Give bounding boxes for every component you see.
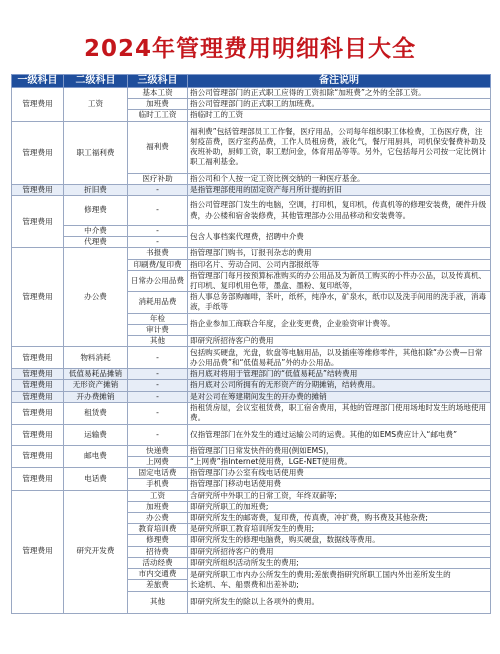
level3-cell: 日常办公用品费 [128,270,188,291]
table-row [12,380,491,391]
level3-cell: 教育培训费 [128,524,188,535]
note-cell: 包含人事档案代理费，招聘中介费 [188,226,491,248]
level3-cell: 手机费 [128,479,188,490]
note-cell: 是指管理部使用的固定资产每月所计提的折旧 [188,184,491,195]
level2-cell: 低值易耗品摊销 [64,369,128,380]
level1-cell: 管理费用 [12,424,64,445]
level3-cell: 差旅费 [128,580,188,591]
level3-cell: 固定电话费 [128,468,188,479]
header-note: 备注说明 [188,75,491,88]
table-row [12,248,491,259]
table-row [12,347,491,369]
level2-cell: 工资 [64,88,128,122]
level3-cell: 书报费 [128,248,188,259]
level3-cell: 印刷费/复印费 [128,259,188,270]
level2-cell: 运输费 [64,424,128,445]
level1-cell: 管理费用 [12,445,64,467]
note-cell: 指管理部门购书，订报刊杂志的费用 [188,248,491,259]
note-cell: 指管理部门办公室有线电话使用费 [188,468,491,479]
level3-cell: 加班费 [128,501,188,512]
table-row [12,445,491,456]
note-cell: 指公司和个人按一定工资比例交纳的一种医疗基金。 [188,173,491,184]
level3-cell: 活动经费 [128,557,188,568]
note-cell: 指公司管理部门的正式职工应得的工资扣除“加班费”之外的全部工资。 [188,88,491,99]
level3-cell: 其他 [128,591,188,613]
level2-cell: 修理费 [64,196,128,226]
page-title: 2024年管理费用明细科目大全 [83,36,416,62]
level1-cell: 管理费用 [12,380,64,391]
table-row [12,121,491,173]
note-cell: 仅指管理部门在外发生的通过运输公司的运费。其他的如EMS费应计入“邮电费” [188,424,491,445]
note-cell: 是研究所职工市内办公所发生的费用;差旅费指研究所职工国内外出差所发生的 长途机、车、船票费和出差补助; [188,569,491,591]
note-cell: 指印名片、劳动合同、公司内部报纸等 [188,259,491,270]
header-level2: 二级科目 [64,75,128,88]
table-row [12,490,491,501]
level3-cell: 医疗补助 [128,173,188,184]
level3-cell: - [128,369,188,380]
note-cell: 指公司管理部门的正式职工的加班费。 [188,99,491,110]
level3-cell: 工资 [128,490,188,501]
level1-cell: 管理费用 [12,369,64,380]
level2-cell: 开办费摊销 [64,391,128,402]
level1-cell: 管理费用 [12,468,64,490]
note-cell: 指月底对公司所拥有的无形资产的分期摊销，结转费用。 [188,380,491,391]
note-cell: 指管理部门日常发快件的费用(例如EMS)， [188,445,491,456]
level2-cell: 电话费 [64,468,128,490]
level3-cell: 修理费 [128,535,188,546]
note-cell: 即研究所招待客户的费用 [188,546,491,557]
level3-cell: - [128,196,188,226]
level3-cell: 其他 [128,336,188,347]
level3-cell: 审计费 [128,324,188,335]
level1-cell: 管理费用 [12,248,64,347]
note-cell: 是研究所职工教育培训所发生的费用; [188,524,491,535]
note-cell: 即研究所发生的修理电脑费，购买硬盘，数据线等费用。 [188,535,491,546]
note-cell: 指临时工的工资 [188,110,491,121]
level3-cell: 福利费 [128,121,188,173]
note-cell: 指企业参加工商联合年度，企业变更费，企业验资审计费等。 [188,313,491,335]
table-row [12,196,491,226]
level2-cell: 租赁费 [64,402,128,424]
note-cell: 含研究所中外职工的日常工资，年终双薪等; [188,490,491,501]
level2-cell: 折旧费 [64,184,128,195]
level1-cell: 管理费用 [12,490,64,613]
level3-cell: - [128,424,188,445]
table-row [12,88,491,99]
note-cell: 即研究所招待客户的费用 [188,336,491,347]
table-header-row [12,75,491,88]
note-cell: 是对公司在筹建期间发生的开办费的摊销 [188,391,491,402]
level1-cell: 管理费用 [12,391,64,402]
table-row [12,184,491,195]
level1-cell: 管理费用 [12,347,64,369]
level2-cell: 办公费 [64,248,128,347]
level1-cell: 管理费用 [12,88,64,122]
level3-cell: 上网费 [128,457,188,468]
table-row [12,402,491,424]
note-cell: 福利费”包括管理部员工工作餐，医疗用品，公司每年组织职工体检费，工伤医疗费，注射疫苗费，医疗室药品费，工作人员租房费，液化气，餐厅用厨具，司机保安餐费补助及夜班补助，厨师工资，职工慰问金，体育用品等等。另外，它包括每月公司按一定比例计职工福利基金。 [188,121,491,173]
level3-cell: - [128,237,188,248]
note-cell: 指管理部门每月按预算标准购买的办公用品及为新员工购买的小件办公品，以及传真机、打印机、复印机用色带，墨盒、墨粉、复印纸等， [188,270,491,291]
level3-cell: 办公费 [128,513,188,524]
level2-cell: 无形资产摊销 [64,380,128,391]
note-cell: 指租赁房屋，会议室租赁费，职工宿舍费用，其他的管理部门使用场地时发生的场地使用费。 [188,402,491,424]
level3-cell: 消耗用品费 [128,292,188,313]
level2-cell: 邮电费 [64,445,128,467]
table-row [12,369,491,380]
level3-cell: - [128,402,188,424]
note-cell: 包括购买硬盘，光盘，软盘等电脑用品，以及插座等维修零件，其他扣除“办公费—日常办公用品费”和“低值易耗品”外的办公用品。 [188,347,491,369]
note-cell: 即研究所发生的邮寄费，复印费，传真费，冲扩费，购书费及其他杂费; [188,513,491,524]
level3-cell: - [128,347,188,369]
note-cell: 即研究所发生的除以上各项外的费用。 [188,591,491,613]
level3-cell: - [128,380,188,391]
level1-cell: 管理费用 [12,184,64,195]
level3-cell: 快递费 [128,445,188,456]
level2-cell: 职工福利费 [64,121,128,184]
level3-cell: 基本工资 [128,88,188,99]
level3-cell: 招待费 [128,546,188,557]
table-row [12,226,491,237]
expense-table [11,74,491,614]
table-row [12,424,491,445]
table-row [12,468,491,479]
table-body [12,88,491,614]
header-level1: 一级科目 [12,75,64,88]
note-cell: 指月底对将用于管理部门的“低值易耗品”结转费用 [188,369,491,380]
level2-cell: 研究开发费 [64,490,128,613]
note-cell: “上网费”指Internet使用费，LGE-NET使用费。 [188,457,491,468]
note-continuation: 长途机、车、船票费和出差补助; [190,579,299,589]
level3-cell: - [128,391,188,402]
level1-cell: 管理费用 [12,196,64,248]
note-cell: 指人事总务部购咖啡，茶叶，纸杯，纯净水，矿泉水，纸巾以及洗手间用的洗手液，消毒液，手纸等 [188,292,491,313]
level2-cell: 中介费 [64,226,128,237]
header-level3: 三级科目 [128,75,188,88]
level3-cell: 加班费 [128,99,188,110]
note-cell: 即研究所组织活动所发生的费用; [188,557,491,568]
level3-cell: 市内交通费 [128,569,188,580]
level3-cell: 临时工工资 [128,110,188,121]
table-row [12,391,491,402]
level1-cell: 管理费用 [12,402,64,424]
level2-cell: 代理费 [64,237,128,248]
level3-cell: 年检 [128,313,188,324]
level1-cell: 管理费用 [12,121,64,184]
note-cell: 指公司管理部门发生的电脑，空调，打印机，复印机，传真机等的修理安装费，硬件升级费，办公楼和宿舍装修费，其他管理部办公用品移动和安装费等。 [188,196,491,226]
note-cell: 即研究所职工的加班费; [188,501,491,512]
note-cell: 指管理部门移动电话使用费 [188,479,491,490]
level3-cell: - [128,184,188,195]
level2-cell: 物料消耗 [64,347,128,369]
level3-cell: - [128,226,188,237]
